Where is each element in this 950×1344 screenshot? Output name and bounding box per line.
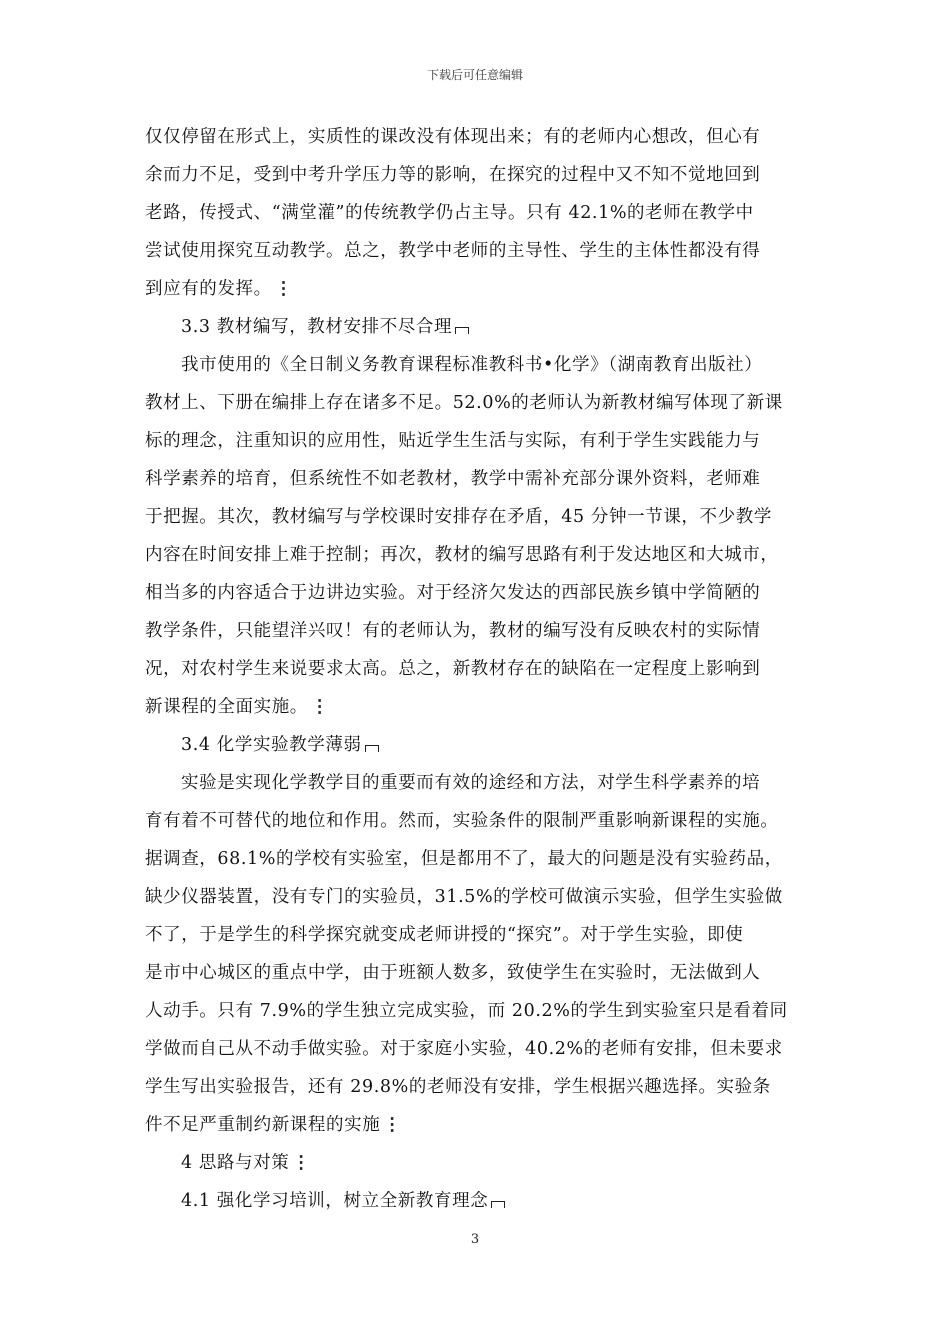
paragraph-mark-icon: ⋮ [292, 1153, 311, 1173]
text-line [145, 688, 825, 726]
text-segment: 件不足严重制约新课程的实施 [145, 1115, 381, 1135]
document-body [145, 118, 825, 1220]
return-mark-icon [365, 745, 379, 752]
text-line: 学做而自己从不动手做实验。对于家庭小实验，40.2%的老师有安排，但未要求 [145, 1039, 783, 1059]
return-mark-icon [491, 1201, 505, 1208]
text-segment: 到应有的发挥。 [145, 279, 272, 299]
text-line: 是市中心城区的重点中学，由于班额人数多，致使学生在实验时，无法做到人 [145, 963, 761, 983]
text-line: 据调查，68.1%的学校有实验室，但是都用不了，最大的问题是没有实验药品， [145, 849, 783, 869]
text-segment: 新课程的全面实施。 [145, 697, 308, 717]
section-heading [145, 726, 825, 764]
text-line: 育有着不可替代的地位和作用。然而，实验条件的限制严重影响新课程的实施。 [145, 811, 779, 831]
return-mark-icon [455, 327, 469, 334]
text-line: 相当多的内容适合于边讲边实验。对于经济欠发达的西部民族乡镇中学简陋的 [145, 583, 761, 603]
paragraph-mark-icon: ⋮ [310, 697, 330, 717]
heading-text: 3.4 化学实验教学薄弱 [181, 735, 362, 755]
heading-text: 4 思路与对策 [181, 1153, 290, 1173]
text-line [145, 1106, 825, 1144]
text-line: 尝试使用探究互动教学。总之，教学中老师的主导性、学生的主体性都没有得 [145, 241, 761, 261]
section-heading [145, 308, 825, 346]
page-number: 3 [470, 1232, 480, 1247]
text-line: 实验是实现化学教学目的重要而有效的途经和方法，对学生科学素养的培 [181, 773, 761, 793]
text-line: 老路，传授式、“满堂灌”的传统教学仍占主导。只有 42.1%的老师在教学中 [145, 203, 754, 223]
text-line: 缺少仪器装置，没有专门的实验员，31.5%的学校可做演示实验，但学生实验做 [145, 887, 783, 907]
text-line: 人动手。只有 7.9%的学生独立完成实验，而 20.2%的学生到实验室只是看着同 [145, 1001, 788, 1021]
heading-text: 4.1 强化学习培训，树立全新教育理念 [181, 1191, 489, 1211]
text-line: 教材上、下册在编排上存在诸多不足。52.0%的老师认为新教材编写体现了新课 [145, 393, 783, 413]
page-header: 下载后可任意编辑 [426, 68, 523, 82]
text-line: 学生写出实验报告，还有 29.8%的老师没有安排，学生根据兴趣选择。实验条 [145, 1077, 771, 1097]
section-heading [145, 1182, 825, 1220]
text-line: 于把握。其次，教材编写与学校课时安排存在矛盾，45 分钟一节课，不少教学 [145, 507, 772, 527]
text-line: 况，对农村学生来说要求太高。总之，新教材存在的缺陷在一定程度上影响到 [145, 659, 761, 679]
text-line: 内容在时间安排上难于控制；再次，教材的编写思路有利于发达地区和大城市， [145, 545, 779, 565]
text-line [145, 270, 825, 308]
text-line: 教学条件，只能望洋兴叹！有的老师认为，教材的编写没有反映农村的实际情 [145, 621, 761, 641]
text-line: 我市使用的《全日制义务教育课程标准教科书•化学》（湖南教育出版社） [181, 355, 763, 375]
text-line: 仅仅停留在形式上，实质性的课改没有体现出来；有的老师内心想改，但心有 [145, 127, 761, 147]
section-heading [145, 1144, 825, 1182]
text-line: 标的理念，注重知识的应用性，贴近学生生活与实际，有利于学生实践能力与 [145, 431, 761, 451]
text-line: 科学素养的培育，但系统性不如老教材，教学中需补充部分课外资料，老师难 [145, 469, 761, 489]
text-line: 余而力不足，受到中考升学压力等的影响，在探究的过程中又不知不觉地回到 [145, 165, 761, 185]
paragraph-mark-icon: ⋮ [274, 279, 293, 299]
heading-text: 3.3 教材编写，教材安排不尽合理 [181, 317, 453, 337]
paragraph-mark-icon: ⋮ [383, 1115, 402, 1135]
text-line: 不了，于是学生的科学探究就变成老师讲授的“探究”。对于学生实验，即使 [145, 925, 744, 945]
